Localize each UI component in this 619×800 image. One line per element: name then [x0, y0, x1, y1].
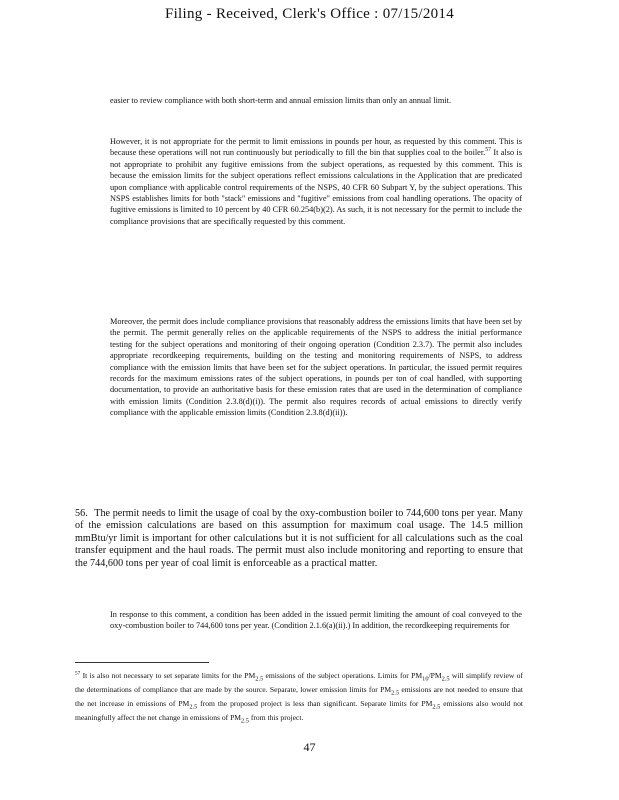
footnote-number: 57 — [75, 670, 81, 677]
comment-number: 56. — [75, 508, 88, 519]
footnote-text: from this project. — [248, 713, 304, 723]
footnote-text: /PM — [428, 671, 442, 680]
response-paragraph-4: In response to this comment, a condition has been added in the issued permit limiting the amount of coal conveyed to the oxy-combustion boiler to 744,600 tons per year. (Condition 2.1.6(a)(ii).) In addition, the recordkeeping requirements for — [110, 610, 522, 631]
footnote-subscript: 2.5 — [391, 689, 400, 697]
footnote-subscript: 2.5 — [255, 675, 264, 683]
footnote-subscript: 10 — [422, 675, 429, 683]
response-paragraph-2-part-a: However, it is not appropriate for the permit to limit emissions in pounds per hour, as requested by this comment. This is because these operations will not run continuously but periodically to fill the bin that supplies coal to the boiler. — [110, 137, 522, 158]
response-paragraph-1: easier to review compliance with both short-term and annual emission limits than only an annual limit. — [110, 96, 452, 105]
footnote-reference: 57 — [485, 147, 492, 154]
comment-56 — [75, 508, 523, 570]
footnote-text: from the proposed project is less than significant. Separate limits for PM — [197, 699, 433, 709]
page-number: 47 — [303, 740, 316, 754]
response-paragraph-2-part-b: It also is not appropriate to prohibit any fugitive emissions from the subject operations, as requested by this comment. This is because the emission limits for the subject operations reflect emissions calculations in the Application that are predicated upon compliance with applicable control requirements of the NSPS, 40 CFR 60 Subpart Y, by the subject operations. This NSPS establishes limits for both "stack" emissions and "fugitive" emissions from coal handling operations. The opacity of fugitive emissions is limited to 10 percent by 40 CFR 60.254(b)(2). As such, it is not necessary for the permit to include the compliance provisions that are specifically requested by this comment. — [110, 148, 522, 226]
footnote-text: emissions are not needed to ensure that the net increase in emissions of PM — [75, 685, 523, 709]
footnote-subscript: 2.5 — [241, 717, 249, 725]
comment-text: The permit needs to limit the usage of coal by the oxy-combustion boiler to 744,600 tons per year. Many of the emission calculations are based on this assumption for maximum coal usage. The 14.5 million mmBtu/yr limit is important for other calculations but it is not sufficient for all calculations such as the coal transfer equipment and the haul roads. The permit must also include monitoring and reporting to ensure that the 744,600 tons per year of coal limit is enforceable as a practical matter. — [75, 508, 523, 569]
footnote-text: It is also not necessary to set separate limits for the PM — [80, 671, 256, 680]
footnote-subscript: 2.5 — [441, 675, 450, 683]
footnote-subscript: 2.5 — [189, 703, 198, 711]
footnote-text: will simplify review of the determinations of compliance that are made by the source. Separate, lower emission limits for PM — [75, 671, 523, 695]
footnote-text: emissions of the subject operations. Limits for PM — [263, 671, 423, 680]
footnote-subscript: 2.5 — [432, 703, 441, 711]
filing-stamp-header: Filing - Received, Clerk's Office : 07/15/2014 — [164, 6, 455, 22]
response-paragraph-2 — [110, 136, 522, 227]
footnote-57 — [75, 671, 523, 727]
response-paragraph-3: Moreover, the permit does include compliance provisions that reasonably address the emissions limits that have been set by the permit. The permit generally relies on the applicable requirements of the NSPS to address the initial performance testing for the subject operations and monitoring of their ongoing operation (Condition 2.3.7). The permit also includes appropriate recordkeeping requirements, building on the testing and monitoring requirements of NSPS, to address compliance with the emission limits that have been set for the subject operations. In particular, the issued permit requires records for the maximum emissions rates of the subject operations, in pounds per ton of coal handled, with supporting documentation, to provide an authoritative basis for these emission rates that are used in the determination of compliance with emission limits (Condition 2.3.8(d)(i)). The permit also requires records of actual emissions to directly verify compliance with the applicable emission limits (Condition 2.3.8(d)(ii)). — [110, 317, 522, 418]
footnote-divider — [75, 662, 209, 663]
footnote-text: emissions also would not meaningfully affect the net change in emissions of PM — [75, 699, 523, 723]
